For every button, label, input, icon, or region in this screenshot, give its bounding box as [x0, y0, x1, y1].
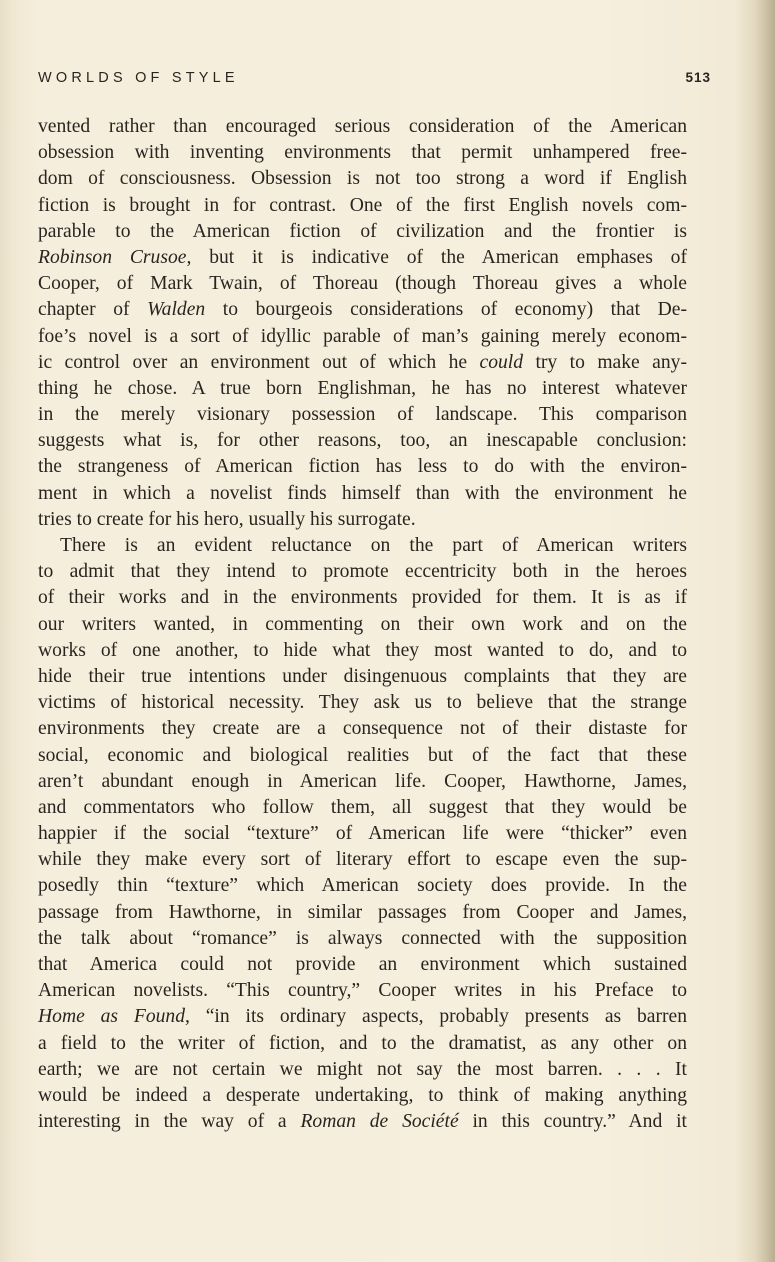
text-line: obsession with inventing environments that permit unhampered free-	[38, 142, 687, 164]
italic-title: Roman de Société	[300, 1111, 459, 1133]
text-line: while they make every sort of literary effort to escape even the sup-	[38, 849, 687, 871]
italic-title: Walden	[147, 299, 206, 321]
text-line: thing he chose. A true born Englishman, he has no interest whatever	[38, 377, 687, 399]
text-line: chapter of Walden to bourgeois considerations of economy) that De-	[38, 299, 687, 321]
text-line: aren’t abundant enough in American life. Cooper, Hawthorne, James,	[38, 770, 687, 792]
text-line: parable to the American fiction of civilization and the frontier is	[38, 220, 687, 242]
text-line: our writers wanted, in commenting on their own work and on the	[38, 613, 687, 635]
text-line: earth; we are not certain we might not say the most barren. . . . It	[38, 1058, 687, 1080]
text-line: in the merely visionary possession of landscape. This comparison	[38, 404, 687, 426]
text-line: of their works and in the environments provided for them. It is as if	[38, 587, 687, 609]
text-line: works of one another, to hide what they most wanted to do, and to	[38, 639, 687, 661]
text-line: environments they create are a consequence not of their distaste for	[38, 718, 687, 740]
text-line: tries to create for his hero, usually his surrogate.	[38, 508, 416, 530]
text-line: to admit that they intend to promote eccentricity both in the heroes	[38, 561, 687, 583]
italic-title: Robinson Crusoe,	[38, 246, 192, 268]
text-line: posedly thin “texture” which American society does provide. In the	[38, 875, 687, 897]
text-line: ment in which a novelist finds himself than with the environment he	[38, 482, 687, 504]
text-line: There is an evident reluctance on the part of American writers	[60, 535, 687, 556]
italic-emphasis: could	[479, 351, 524, 373]
text-line: victims of historical necessity. They ask us to believe that the strange	[38, 692, 687, 714]
body-text	[38, 114, 687, 1135]
text-line: Robinson Crusoe, but it is indicative of the American emphases of	[38, 246, 687, 268]
text-line: the talk about “romance” is always connected with the supposition	[38, 927, 687, 949]
page-header	[38, 70, 711, 92]
text-line: interesting in the way of a Roman de Société in this country.” And it	[38, 1111, 687, 1133]
text-line: foe’s novel is a sort of idyllic parable of man’s gaining merely econom-	[38, 325, 687, 347]
text-line: a field to the writer of fiction, and to the dramatist, as any other on	[38, 1032, 687, 1054]
text-line: Cooper, of Mark Twain, of Thoreau (though Thoreau gives a whole	[38, 273, 687, 295]
text-line: suggests what is, for other reasons, too, an inescapable conclusion:	[38, 430, 687, 452]
text-line: passage from Hawthorne, in similar passages from Cooper and James,	[38, 901, 687, 923]
text-line: vented rather than encouraged serious consideration of the American	[38, 116, 687, 137]
text-line: and commentators who follow them, all suggest that they would be	[38, 796, 687, 818]
text-line: dom of consciousness. Obsession is not too strong a word if English	[38, 168, 687, 190]
running-head: WORLDS OF STYLE	[38, 70, 239, 86]
italic-title: Home as Found,	[38, 1006, 190, 1028]
text-line: fiction is brought in for contrast. One of the first English novels com-	[38, 194, 687, 216]
text-line: social, economic and biological realities but of the fact that these	[38, 744, 687, 766]
text-line: hide their true intentions under disingenuous complaints that they are	[38, 665, 687, 687]
text-line: American novelists. “This country,” Cooper writes in his Preface to	[38, 980, 687, 1002]
text-line: that America could not provide an environment which sustained	[38, 954, 687, 975]
text-line: the strangeness of American fiction has less to do with the environ-	[38, 456, 687, 478]
text-line: Home as Found, “in its ordinary aspects, probably presents as barren	[38, 1006, 687, 1028]
page-number: 513	[685, 70, 711, 85]
text-line: ic control over an environment out of which he could try to make any-	[38, 351, 687, 373]
text-line: would be indeed a desperate undertaking, to think of making anything	[38, 1084, 687, 1106]
text-line: happier if the social “texture” of American life were “thicker” even	[38, 823, 687, 845]
